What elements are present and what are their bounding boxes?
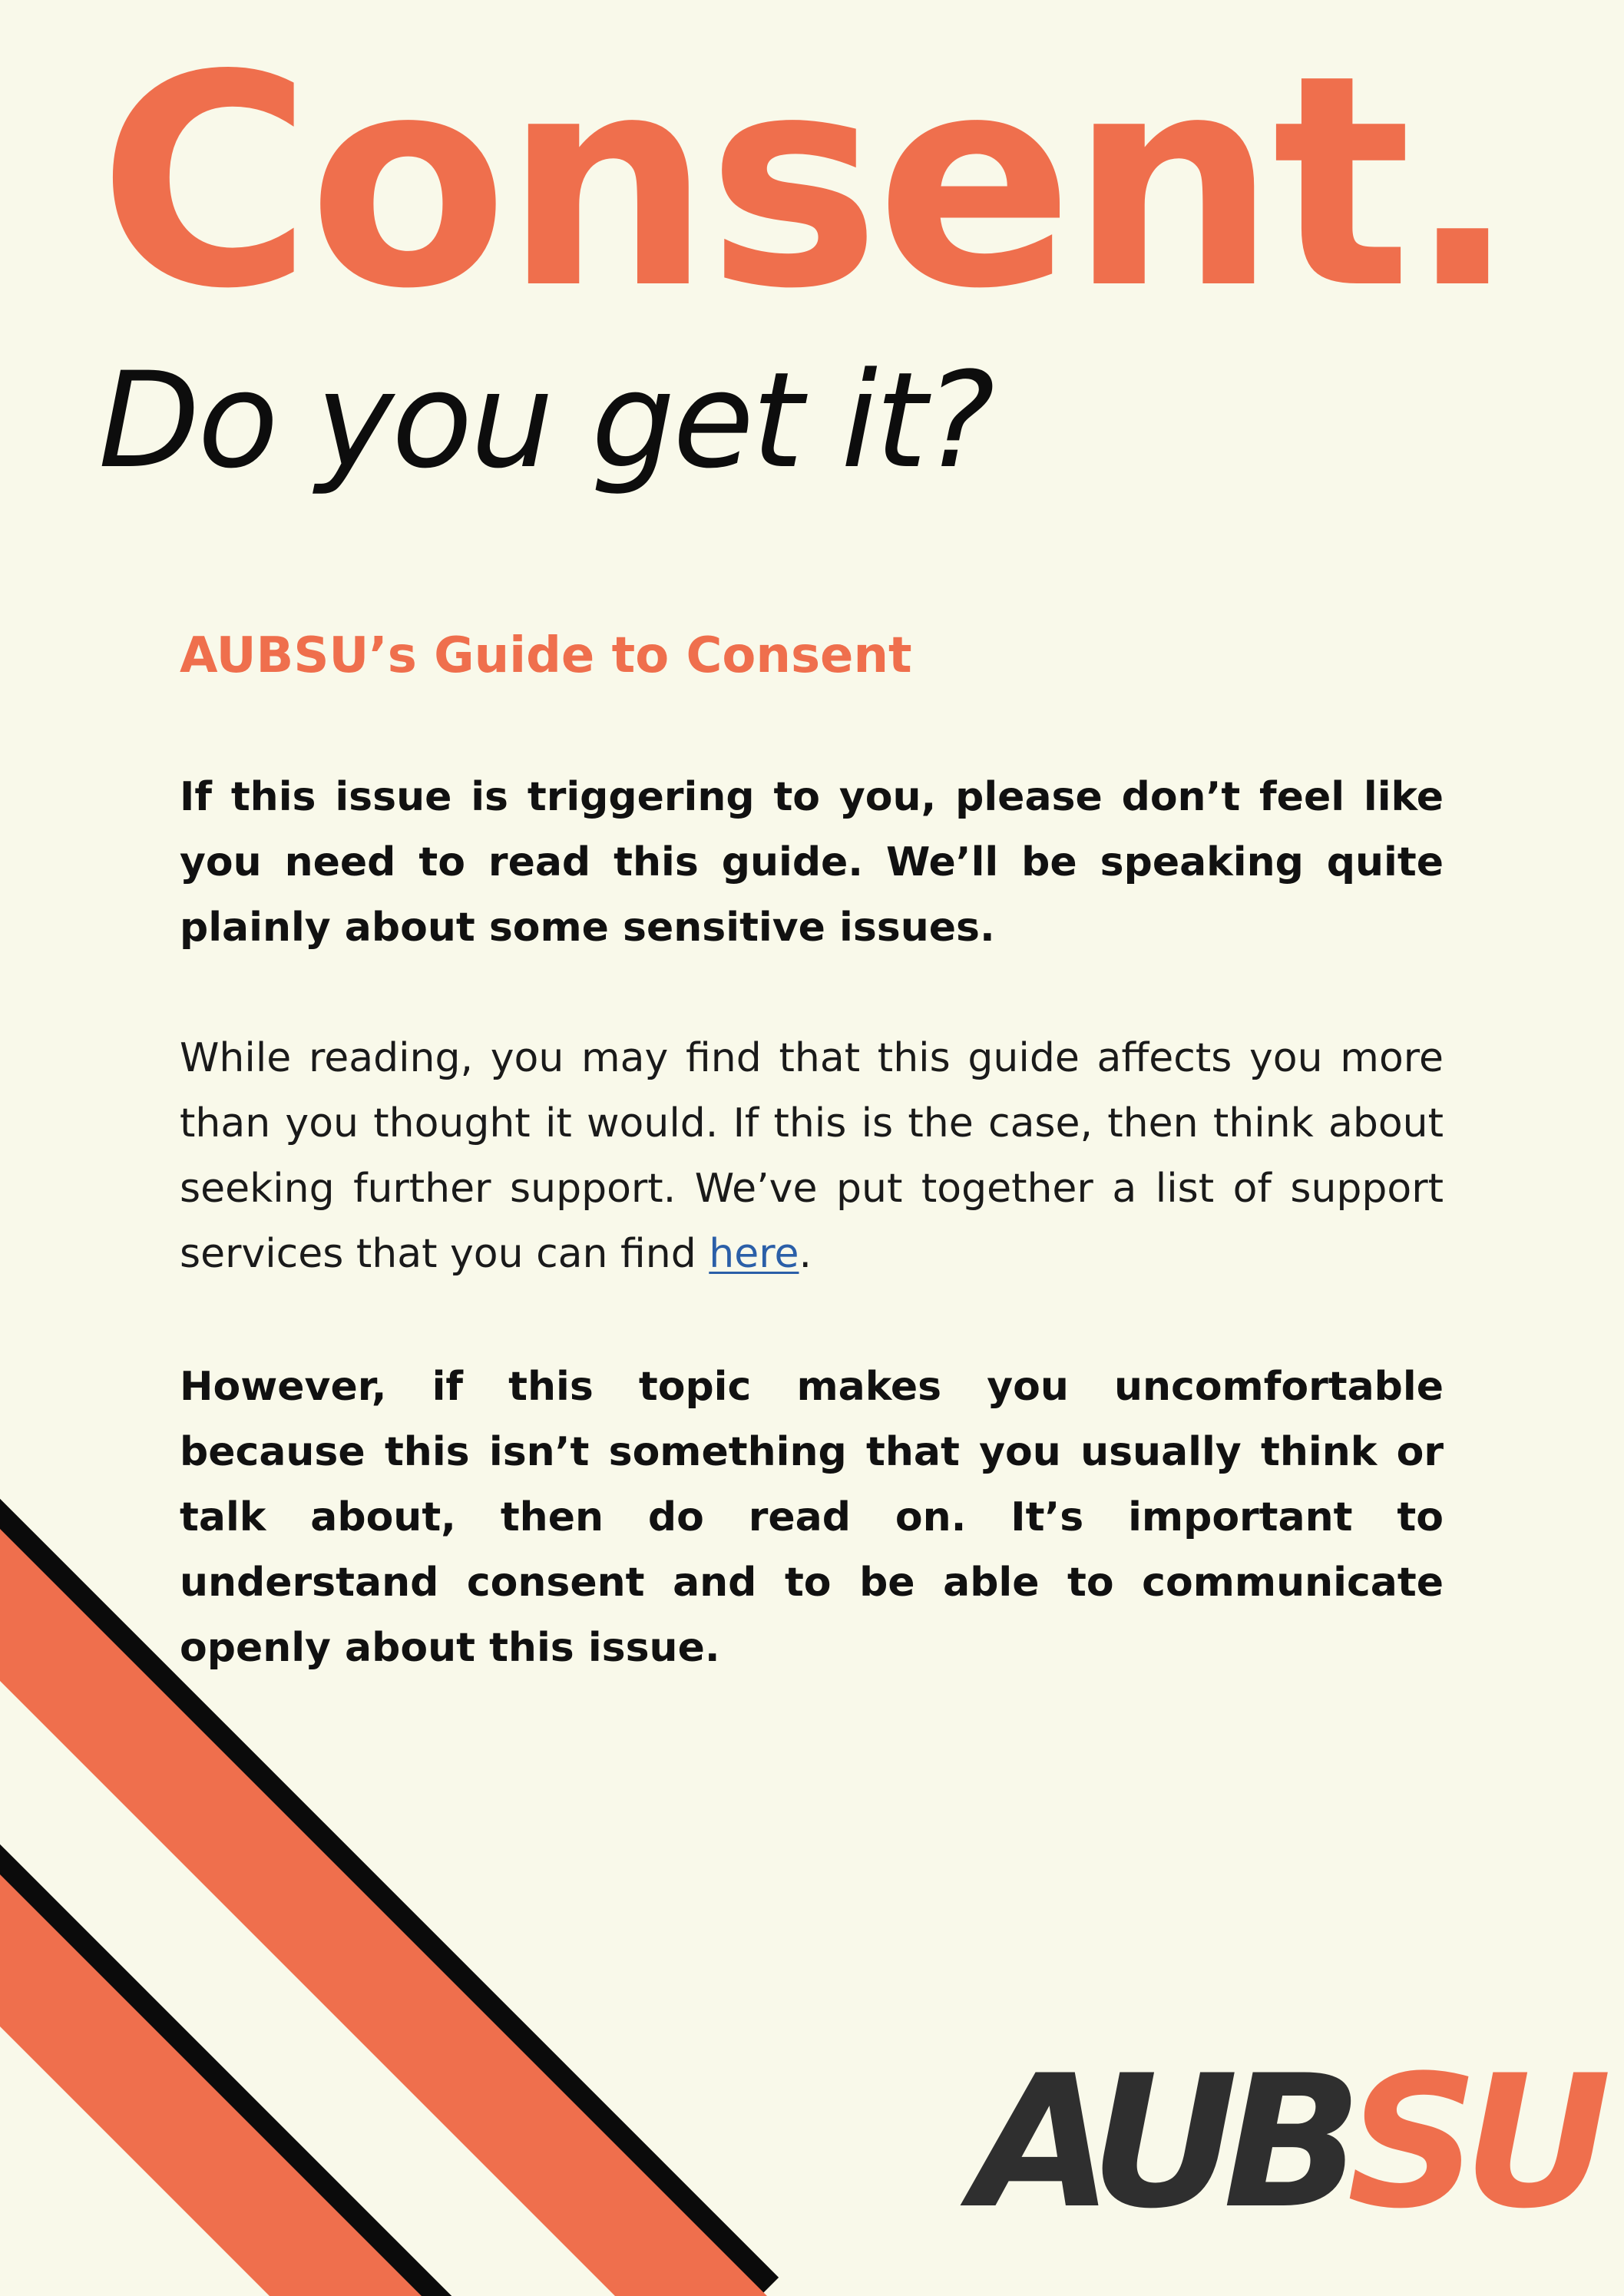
trigger-warning-paragraph: If this issue is triggering to you, please don’t feel like you need to read this guide. We’ll be speaking quite plainly about some sensitive issues. xyxy=(180,774,1444,951)
stripe-group-upper xyxy=(0,1459,768,2296)
page-title: Consent. xyxy=(98,12,1513,352)
guide-heading: AUBSU’s Guide to Consent xyxy=(180,627,912,684)
aubsu-logo xyxy=(972,2036,1596,2249)
logo-orange-part: SU xyxy=(1347,2036,1596,2249)
support-services-link[interactable]: here xyxy=(709,1231,799,1277)
support-paragraph-end: . xyxy=(799,1231,812,1277)
page-subtitle: Do you get it? xyxy=(98,343,993,498)
logo-dark-part: AUB xyxy=(972,2036,1348,2249)
support-paragraph-text: While reading, you may find that this guide affects you more than you thought it would. If this is the case, then think about seeking further support. We’ve put together a list of support services that you can find xyxy=(180,1035,1444,1277)
support-paragraph xyxy=(180,1026,1444,1287)
stripe-group-lower xyxy=(0,1712,614,2296)
decorative-diagonal-stripes xyxy=(0,1459,845,2296)
read-on-paragraph: However, if this topic makes you uncomfortable because this isn’t something that you usually think or talk about, then do read on. It’s important to understand consent and to be able to communicate openly about this issue. xyxy=(180,1364,1444,1671)
